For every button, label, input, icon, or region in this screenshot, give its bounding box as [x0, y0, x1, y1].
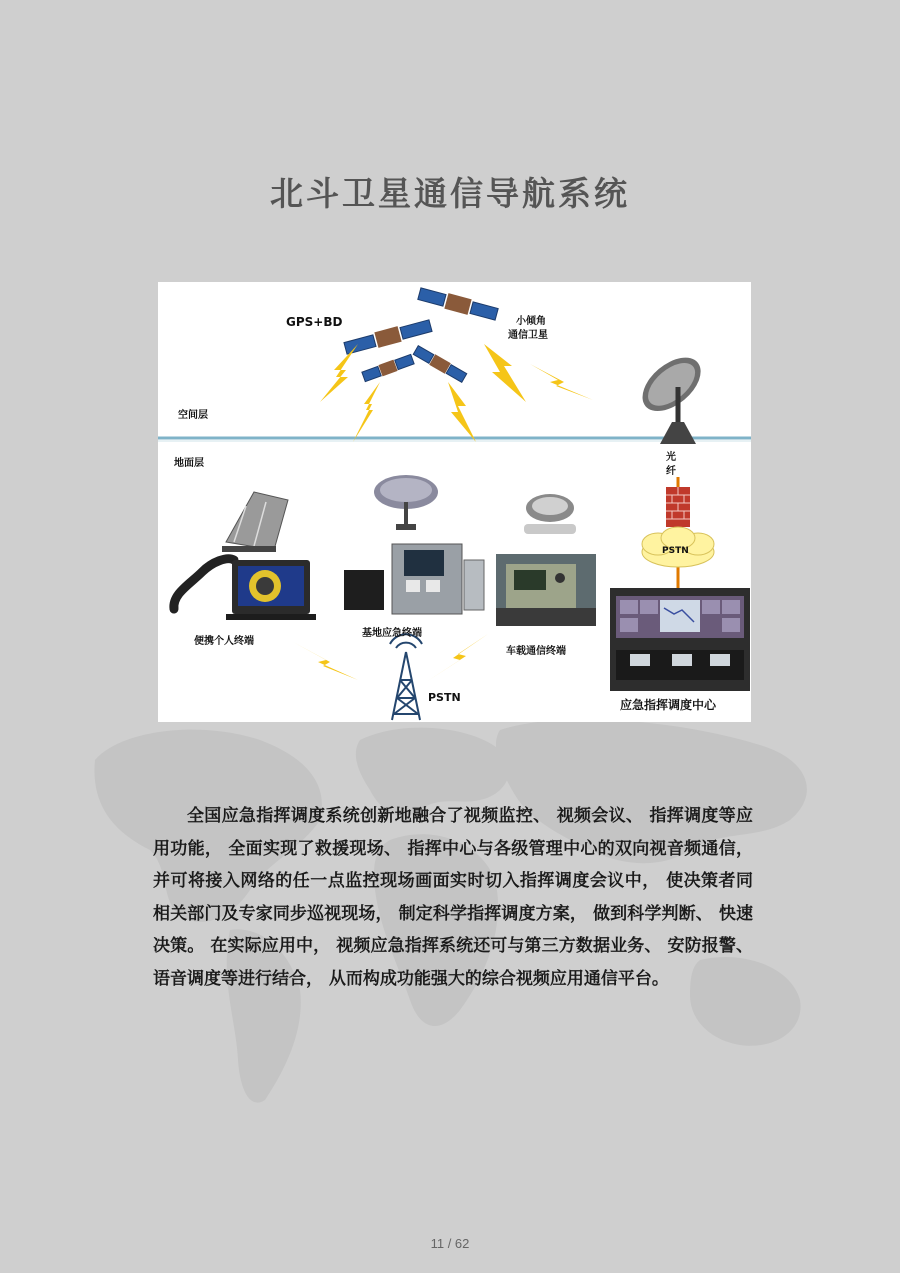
vehicle-terminal-equipment — [496, 554, 596, 626]
radio-tower-icon — [390, 634, 422, 720]
base-terminal-equipment — [344, 544, 484, 614]
body-paragraph: 全国应急指挥调度系统创新地融合了视频监控、 视频会议、 指挥调度等应用功能， 全面实现了救援现场、 指挥中心与各级管理中心的双向视音频通信， 并可将接入网络的任一点监控现场画面实时切入指挥调度会议中， 使决策者同相关部门及专家同步巡视现场， 制定科学指挥调度方案， 做到科学判断、 快速决策。 在实际应用中， 视频应急指挥系统还可与第三方数据业务、 安防报警、 语音调度等进行结合， 从而构成功能强大的综合视频应用通信平台。 — [153, 806, 753, 989]
diagram-graphics — [158, 282, 751, 722]
dish-antenna-icon — [524, 494, 576, 534]
command-center-label: 应急指挥调度中心 — [620, 698, 717, 712]
space-layer-label: 空间层 — [178, 410, 208, 421]
network-diagram — [158, 282, 751, 722]
pstn-cloud-label: PSTN — [662, 546, 689, 556]
monitor-icon — [226, 560, 316, 620]
solar-panel-icon — [222, 492, 288, 552]
page-title: 北斗卫星通信导航系统 — [270, 174, 630, 213]
firewall-icon — [666, 487, 690, 527]
portable-terminal-label: 便携个人终端 — [194, 636, 254, 647]
control-room-icon — [610, 588, 750, 691]
satellite-icon — [417, 286, 498, 322]
phone-icon — [174, 559, 234, 609]
base-terminal-label: 基地应急终端 — [362, 628, 422, 639]
fiber-label-line1: 光 — [666, 452, 676, 463]
small-sat-label-line1: 小倾角 — [516, 316, 546, 327]
satellite-icon — [413, 345, 467, 383]
page-number: 11 / 62 — [430, 1236, 470, 1251]
satellite-icon — [362, 353, 415, 382]
dish-antenna-icon — [374, 475, 438, 530]
ground-layer-label: 地面层 — [174, 458, 204, 469]
gps-bd-label: GPS+BD — [286, 315, 343, 329]
small-sat-label-line2: 通信卫星 — [508, 330, 548, 341]
dish-antenna-icon — [633, 347, 711, 444]
vehicle-terminal-label: 车载通信终端 — [506, 646, 566, 657]
pstn-tower-label: PSTN — [428, 691, 461, 704]
fiber-label-line2: 纤 — [666, 466, 676, 477]
